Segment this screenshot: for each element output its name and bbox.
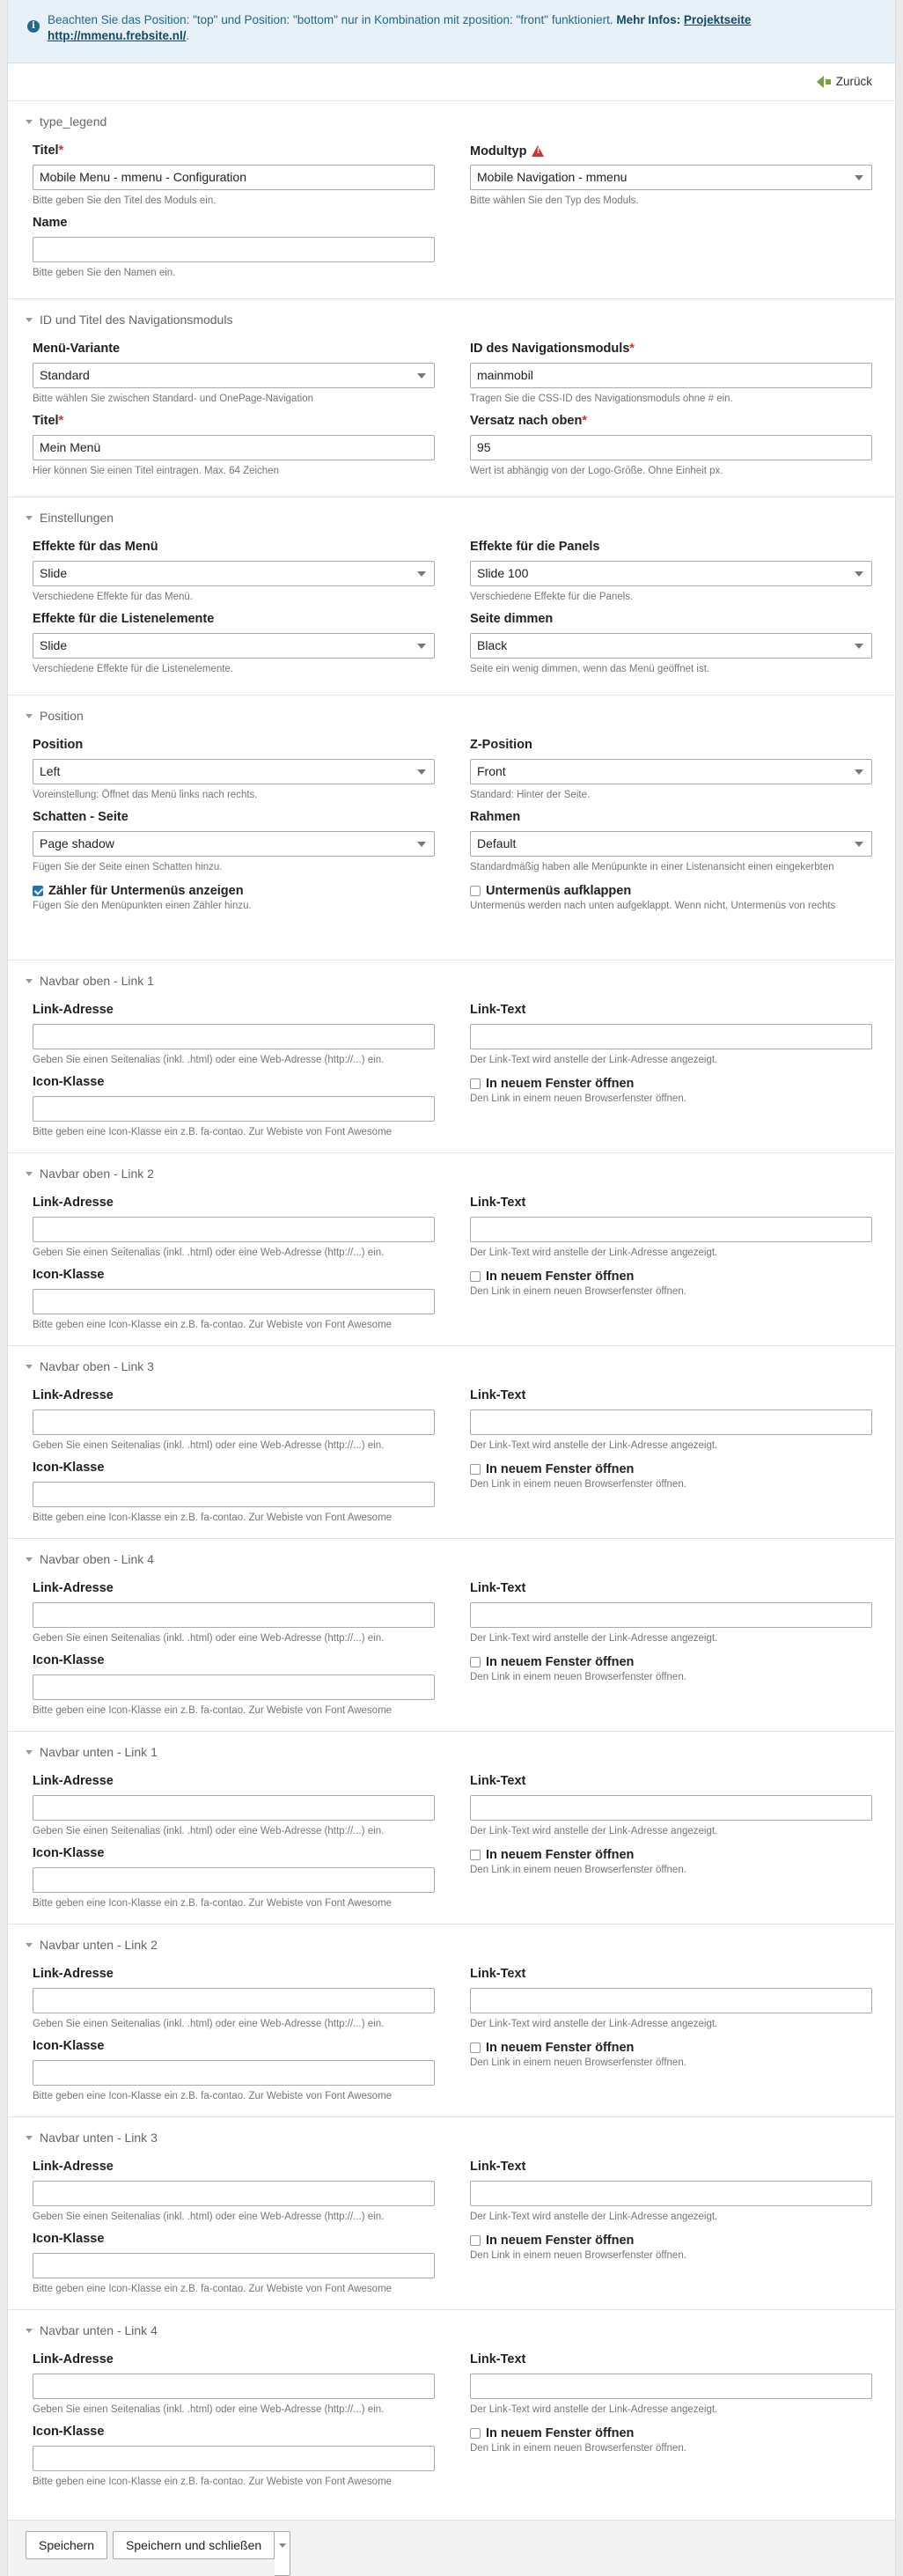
icon-klasse-input[interactable] [33,1867,435,1893]
menu-titel-input[interactable]: Mein Menü [33,435,435,460]
legend-label: Einstellungen [40,511,114,525]
new-window-label[interactable]: In neuem Fenster öffnen [486,1270,635,1284]
link-adresse-help: Geben Sie einen Seitenalias (inkl. .html) oder eine Web-Adresse (http://...) ein. [33,1826,385,1836]
menu-titel-help: Hier können Sie einen Titel eintragen. Max. 64 Zeichen [33,466,279,476]
save-close-split [113,2531,290,2576]
back-button[interactable] [817,75,872,88]
legend-label: Position [40,709,84,723]
chevron-down-icon [417,842,426,847]
link-text-input[interactable] [470,2374,872,2399]
link-adresse-input[interactable] [33,1409,435,1435]
new-window-checkbox[interactable] [470,1850,481,1860]
legend-label: Navbar oben - Link 2 [40,1167,154,1181]
icon-klasse-label: Icon-Klasse [33,1268,105,1282]
link-text-label: Link-Text [470,1388,526,1402]
fieldset-position [8,695,895,960]
link-text-help: Der Link-Text wird anstelle der Link-Adresse angezeigt. [470,2019,718,2029]
link-adresse-help: Geben Sie einen Seitenalias (inkl. .html) oder eine Web-Adresse (http://...) ein. [33,2019,385,2029]
legend-label: Navbar unten - Link 1 [40,1745,158,1759]
name-input[interactable] [33,237,435,262]
link-text-label: Link-Text [470,1774,526,1788]
link-text-label: Link-Text [470,2352,526,2366]
new-window-checkbox[interactable] [470,1078,481,1089]
legend-settings[interactable] [26,497,872,538]
link-adresse-label: Link-Adresse [33,1967,114,1981]
rahmen-select[interactable]: Default [470,831,872,857]
legend-label: Navbar unten - Link 3 [40,2131,158,2145]
link-text-help: Der Link-Text wird anstelle der Link-Adresse angezeigt. [470,1055,718,1065]
info-box [8,0,895,63]
modultyp-select[interactable]: Mobile Navigation - mmenu [470,165,872,190]
back-row [8,63,895,100]
link-adresse-help: Geben Sie einen Seitenalias (inkl. .html) oder eine Web-Adresse (http://...) ein. [33,1440,385,1451]
icon-klasse-input[interactable] [33,1289,435,1314]
fieldset-link [8,1538,895,1731]
link-text-label: Link-Text [470,1967,526,1981]
effekte-menu-select[interactable]: Slide [33,561,435,586]
chevron-down-icon [417,571,426,577]
save-close-button[interactable]: Speichern und schließen [113,2531,275,2559]
rahmen-label: Rahmen [470,810,521,824]
link-text-label: Link-Text [470,1003,526,1017]
new-window-checkbox[interactable] [470,1657,481,1667]
fieldset-link [8,1152,895,1345]
link-text-label: Link-Text [470,2160,526,2174]
link-sections [8,960,895,2502]
icon-klasse-help: Bitte geben eine Icon-Klasse ein z.B. fa-contao. Zur Webiste von Font Awesome [33,1898,393,1909]
chevron-down-icon [417,769,426,775]
save-button[interactable]: Speichern [26,2531,107,2559]
info-more-label: Mehr Infos: [616,13,681,26]
position-label: Position [33,738,84,752]
link-adresse-input[interactable] [33,1602,435,1628]
info-icon: i [27,20,40,33]
caret-down-icon [26,1557,33,1562]
icon-klasse-help: Bitte geben eine Icon-Klasse ein z.B. fa-contao. Zur Webiste von Font Awesome [33,1127,393,1137]
fieldset-link [8,2309,895,2502]
icon-klasse-input[interactable] [33,1096,435,1122]
legend-link[interactable] [26,1539,872,1579]
new-window-checkbox[interactable] [470,2042,481,2053]
dimmen-help: Seite ein wenig dimmen, wenn das Menü geöffnet ist. [470,664,710,674]
fieldset-type-legend [8,100,895,298]
new-window-label[interactable]: In neuem Fenster öffnen [486,1462,635,1476]
position-select[interactable]: Left [33,759,435,784]
titel-label: Titel* [33,144,64,158]
titel-input[interactable]: Mobile Menu - mmenu - Configuration [33,165,435,190]
link-text-help: Der Link-Text wird anstelle der Link-Adresse angezeigt. [470,2404,718,2415]
page [7,0,896,2576]
icon-klasse-input[interactable] [33,1482,435,1507]
link-text-input[interactable] [470,1024,872,1049]
new-window-checkbox[interactable] [470,1464,481,1475]
dimmen-label: Seite dimmen [470,612,554,626]
caret-down-icon [26,979,33,983]
effekte-list-help: Verschiedene Effekte für die Listenelemente. [33,664,234,674]
schatten-help: Fügen Sie der Seite einen Schatten hinzu. [33,862,223,872]
aufklappen-label[interactable]: Untermenüs aufklappen [486,884,632,898]
icon-klasse-help: Bitte geben eine Icon-Klasse ein z.B. fa-contao. Zur Webiste von Font Awesome [33,2477,393,2487]
icon-klasse-help: Bitte geben eine Icon-Klasse ein z.B. fa-contao. Zur Webiste von Font Awesome [33,1512,393,1523]
back-arrow-icon [817,76,824,88]
warning-icon [532,145,544,157]
icon-klasse-help: Bitte geben eine Icon-Klasse ein z.B. fa-contao. Zur Webiste von Font Awesome [33,2284,393,2294]
icon-klasse-input[interactable] [33,1674,435,1700]
name-label: Name [33,216,68,230]
caret-down-icon [26,1750,33,1755]
caret-down-icon [26,516,33,520]
fieldset-link [8,1924,895,2116]
caret-down-icon [26,2329,33,2333]
link-text-help: Der Link-Text wird anstelle der Link-Adresse angezeigt. [470,1826,718,1836]
modultyp-help: Bitte wählen Sie den Typ des Moduls. [470,195,639,206]
new-window-label[interactable]: In neuem Fenster öffnen [486,1077,635,1091]
back-arrow-tail [826,79,831,85]
titel-help: Bitte geben Sie den Titel des Moduls ein. [33,195,217,206]
new-window-help: Den Link in einem neuen Browserfenster öffnen. [470,2057,686,2068]
info-link-url[interactable]: http://mmenu.frebsite.nl/ [48,29,187,43]
icon-klasse-input[interactable] [33,2446,435,2471]
link-adresse-help: Geben Sie einen Seitenalias (inkl. .html) oder eine Web-Adresse (http://...) ein. [33,1248,385,1258]
link-text-help: Der Link-Text wird anstelle der Link-Adresse angezeigt. [470,1633,718,1644]
link-text-label: Link-Text [470,1196,526,1210]
link-adresse-input[interactable] [33,1024,435,1049]
link-adresse-help: Geben Sie einen Seitenalias (inkl. .html) oder eine Web-Adresse (http://...) ein. [33,1055,385,1065]
fieldset-link [8,960,895,1152]
new-window-label[interactable]: In neuem Fenster öffnen [486,2426,635,2440]
caret-down-icon [26,1943,33,1947]
new-window-label[interactable]: In neuem Fenster öffnen [486,2041,635,2055]
aufklappen-checkbox[interactable] [470,886,481,896]
caret-down-icon [26,120,33,124]
link-text-input[interactable] [470,1602,872,1628]
aufklappen-help: Untermenüs werden nach unten aufgeklappt. Wenn nicht, Untermenüs von rechts [470,901,836,911]
rahmen-help: Standardmäßig haben alle Menüpunkte in einer Listenansicht einen eingekerbten [470,862,834,872]
modultyp-label: Modultyp! [470,144,872,159]
new-window-label[interactable]: In neuem Fenster öffnen [486,1848,635,1862]
variante-help: Bitte wählen Sie zwischen Standard- und OnePage-Navigation [33,394,313,404]
new-window-checkbox[interactable] [470,1271,481,1282]
zaehler-help: Fügen Sie den Menüpunkten einen Zähler hinzu. [33,901,252,911]
link-adresse-label: Link-Adresse [33,1003,114,1017]
legend-label: Navbar unten - Link 4 [40,2323,158,2337]
nav-id-label: ID des Navigationsmoduls* [470,342,635,356]
effekte-panels-help: Verschiedene Effekte für die Panels. [470,592,634,602]
chevron-down-icon [417,373,426,379]
new-window-help: Den Link in einem neuen Browserfenster öffnen. [470,1479,686,1490]
chevron-down-icon [855,842,863,847]
icon-klasse-label: Icon-Klasse [33,2232,105,2246]
legend-label: ID und Titel des Navigationsmoduls [40,313,233,327]
chevron-down-icon [855,571,863,577]
legend-link[interactable] [26,1732,872,1772]
link-adresse-label: Link-Adresse [33,1774,114,1788]
legend-label: Navbar unten - Link 2 [40,1938,158,1952]
new-window-help: Den Link in einem neuen Browserfenster öffnen. [470,1286,686,1297]
versatz-label: Versatz nach oben* [470,414,587,428]
legend-label: Navbar oben - Link 4 [40,1552,154,1566]
footer-bar [8,2520,895,2576]
icon-klasse-help: Bitte geben eine Icon-Klasse ein z.B. fa-contao. Zur Webiste von Font Awesome [33,2091,393,2101]
icon-klasse-input[interactable] [33,2060,435,2086]
info-text [48,12,751,52]
new-window-help: Den Link in einem neuen Browserfenster öffnen. [470,2250,686,2261]
legend-nav[interactable] [26,299,872,340]
legend-link[interactable] [26,2310,872,2351]
link-text-input[interactable] [470,1988,872,2013]
link-adresse-label: Link-Adresse [33,1196,114,1210]
back-label: Zurück [835,75,872,88]
link-text-input[interactable] [470,1409,872,1435]
link-text-input[interactable] [470,1795,872,1821]
variante-select[interactable]: Standard [33,363,435,388]
effekte-list-label: Effekte für die Listenelemente [33,612,215,626]
icon-klasse-input[interactable] [33,2253,435,2278]
caret-down-icon [26,1172,33,1176]
effekte-menu-label: Effekte für das Menü [33,540,158,554]
legend-label: type_legend [40,114,107,129]
link-adresse-label: Link-Adresse [33,1388,114,1402]
icon-klasse-label: Icon-Klasse [33,1653,105,1667]
chevron-down-icon [855,644,863,649]
link-adresse-help: Geben Sie einen Seitenalias (inkl. .html) oder eine Web-Adresse (http://...) ein. [33,2404,385,2415]
link-adresse-input[interactable] [33,2181,435,2206]
link-text-input[interactable] [470,1217,872,1242]
legend-link[interactable] [26,1925,872,1965]
zposition-label: Z-Position [470,738,532,752]
link-adresse-input[interactable] [33,1217,435,1242]
icon-klasse-label: Icon-Klasse [33,1461,105,1475]
effekte-list-select[interactable]: Slide [33,633,435,659]
nav-id-input[interactable]: mainmobil [470,363,872,388]
effekte-menu-help: Verschiedene Effekte für das Menü. [33,592,193,602]
link-adresse-label: Link-Adresse [33,2352,114,2366]
link-text-label: Link-Text [470,1581,526,1595]
zposition-help: Standard: Hinter der Seite. [470,790,591,800]
icon-klasse-label: Icon-Klasse [33,2425,105,2439]
icon-klasse-label: Icon-Klasse [33,1846,105,1860]
legend-link[interactable] [26,1153,872,1194]
legend-position[interactable] [26,696,872,736]
name-help: Bitte geben Sie den Namen ein. [33,268,176,278]
chevron-down-icon [855,175,863,180]
icon-klasse-label: Icon-Klasse [33,2039,105,2053]
link-text-help: Der Link-Text wird anstelle der Link-Adresse angezeigt. [470,1440,718,1451]
new-window-label[interactable]: In neuem Fenster öffnen [486,1655,635,1669]
new-window-label[interactable]: In neuem Fenster öffnen [486,2234,635,2248]
legend-label: Navbar oben - Link 1 [40,974,154,988]
link-adresse-input[interactable] [33,2374,435,2399]
fieldset-link [8,2116,895,2309]
link-adresse-help: Geben Sie einen Seitenalias (inkl. .html) oder eine Web-Adresse (http://...) ein. [33,2212,385,2222]
zaehler-checkbox[interactable] [33,886,43,896]
new-window-help: Den Link in einem neuen Browserfenster öffnen. [470,2443,686,2454]
info-trailing: . [186,29,190,43]
caret-down-icon [26,1365,33,1369]
effekte-panels-label: Effekte für die Panels [470,540,600,554]
legend-type[interactable] [26,101,872,142]
versatz-help: Wert ist abhängig von der Logo-Größe. Ohne Einheit px. [470,466,723,476]
new-window-checkbox[interactable] [470,2428,481,2439]
fieldset-nav [8,298,895,497]
link-adresse-help: Geben Sie einen Seitenalias (inkl. .html) oder eine Web-Adresse (http://...) ein. [33,1633,385,1644]
link-adresse-input[interactable] [33,1988,435,2013]
fieldset-settings [8,497,895,695]
chevron-down-icon [855,769,863,775]
fieldset-link [8,1345,895,1538]
caret-down-icon [26,318,33,322]
new-window-checkbox[interactable] [470,2235,481,2246]
link-text-help: Der Link-Text wird anstelle der Link-Adresse angezeigt. [470,2212,718,2222]
schatten-select[interactable]: Page shadow [33,831,435,857]
new-window-help: Den Link in einem neuen Browserfenster öffnen. [470,1865,686,1875]
caret-down-icon [26,714,33,718]
link-text-help: Der Link-Text wird anstelle der Link-Adresse angezeigt. [470,1248,718,1258]
zaehler-label[interactable]: Zähler für Untermenüs anzeigen [48,884,244,898]
chevron-down-icon [417,644,426,649]
dimmen-select[interactable]: Black [470,633,872,659]
chevron-down-icon[interactable] [275,2531,290,2576]
legend-label: Navbar oben - Link 3 [40,1359,154,1373]
nav-id-help: Tragen Sie die CSS-ID des Navigationsmoduls ohne # ein. [470,394,733,404]
variante-label: Menü-Variante [33,342,121,356]
caret-down-icon [26,2136,33,2140]
new-window-help: Den Link in einem neuen Browserfenster öffnen. [470,1672,686,1682]
legend-link[interactable] [26,1346,872,1387]
schatten-label: Schatten - Seite [33,810,128,824]
legend-link[interactable] [26,2117,872,2158]
versatz-input[interactable]: 95 [470,435,872,460]
icon-klasse-help: Bitte geben eine Icon-Klasse ein z.B. fa-contao. Zur Webiste von Font Awesome [33,1705,393,1716]
link-adresse-label: Link-Adresse [33,1581,114,1595]
effekte-panels-select[interactable]: Slide 100 [470,561,872,586]
menu-titel-label: Titel* [33,414,64,428]
info-message: Beachten Sie das Position: "top" und Position: "bottom" nur in Kombination mit zposition: "front" funktioniert. [48,13,613,26]
icon-klasse-help: Bitte geben eine Icon-Klasse ein z.B. fa-contao. Zur Webiste von Font Awesome [33,1320,393,1330]
info-link-projektseite[interactable]: Projektseite [683,13,752,26]
link-text-input[interactable] [470,2181,872,2206]
icon-klasse-label: Icon-Klasse [33,1075,105,1089]
link-adresse-input[interactable] [33,1795,435,1821]
zposition-select[interactable]: Front [470,759,872,784]
new-window-help: Den Link in einem neuen Browserfenster öffnen. [470,1093,686,1104]
legend-link[interactable] [26,960,872,1001]
link-adresse-label: Link-Adresse [33,2160,114,2174]
fieldset-link [8,1731,895,1924]
position-help: Voreinstellung: Öffnet das Menü links nach rechts. [33,790,258,800]
